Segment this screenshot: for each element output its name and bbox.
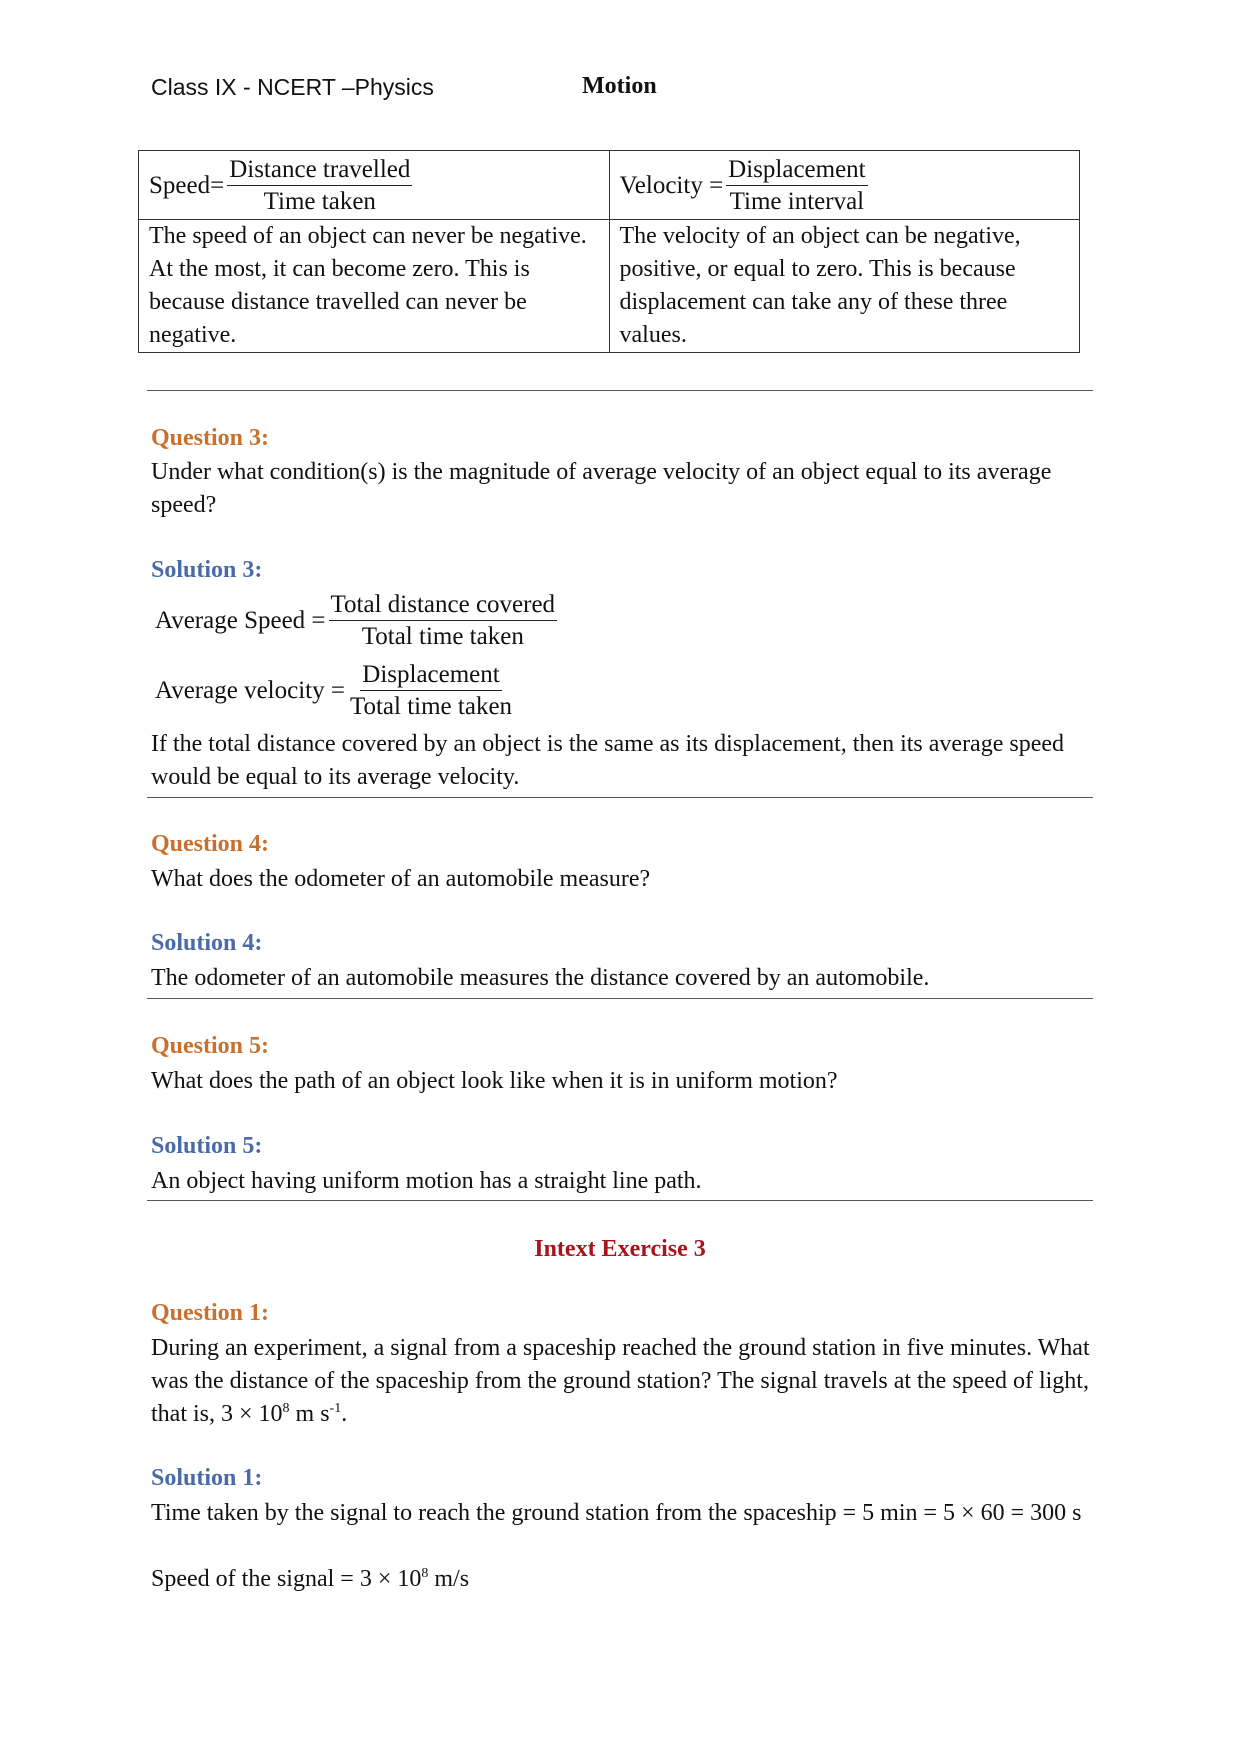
exercise-question-1-label: Question 1: <box>151 1300 270 1326</box>
unit: m/s <box>428 1566 470 1592</box>
velocity-formula <box>620 154 868 217</box>
unit: m s <box>289 1401 330 1427</box>
fraction <box>726 154 867 217</box>
divider <box>147 1200 1093 1201</box>
unit-exponent: -1 <box>329 1401 342 1416</box>
page-title: Motion <box>582 73 657 99</box>
solution-3-text: If the total distance covered by an object is the same as its displacement, then its average speed would be equal to its average velocity. <box>151 731 1065 790</box>
exercise-heading: Intext Exercise 3 <box>534 1236 706 1262</box>
formula-lhs: Average Speed = <box>155 606 326 634</box>
exercise-solution-1-line-1: Time taken by the signal to reach the ground station from the spaceship = 5 min = 5 × 60 = 300 s <box>151 1500 1082 1526</box>
denominator: Time interval <box>729 187 865 215</box>
question-5-text: What does the path of an object look like when it is in uniform motion? <box>151 1068 838 1094</box>
fraction <box>227 154 412 217</box>
denominator: Time taken <box>263 187 376 215</box>
solution-3-label: Solution 3: <box>151 557 263 583</box>
numerator: Displacement <box>360 659 501 691</box>
exercise-question-1-text <box>151 1332 1101 1431</box>
speed-formula-cell <box>139 151 610 220</box>
fraction <box>348 659 514 722</box>
divider <box>147 390 1093 391</box>
exponent: 8 <box>421 1566 429 1581</box>
solution-4-text: The odometer of an automobile measures the distance covered by an automobile. <box>151 965 930 991</box>
header-subject: Class IX - NCERT –Physics <box>151 74 434 100</box>
speed-velocity-table <box>138 150 1080 353</box>
exponent: 8 <box>282 1401 290 1416</box>
question-4-label: Question 4: <box>151 831 270 857</box>
formula-lhs: Velocity = <box>619 171 724 199</box>
fraction <box>329 589 558 652</box>
denominator: Total time taken <box>349 693 513 720</box>
question-3-text: Under what condition(s) is the magnitude of average velocity of an object equal to its average speed? <box>151 459 1052 518</box>
formula-lhs: Average velocity = <box>155 676 345 704</box>
question-text-main: During an experiment, a signal from a spaceship reached the ground station in five minutes. What was the distance of the spaceship from the ground station? The signal travels at the speed of light, that is, 3 × 10 <box>151 1335 1090 1427</box>
solution-5-text: An object having uniform motion has a straight line path. <box>151 1168 702 1194</box>
speed-formula <box>149 154 412 217</box>
speed-text-main: Speed of the signal = 3 × 10 <box>151 1566 422 1592</box>
denominator: Total time taken <box>361 623 524 650</box>
exercise-solution-1-line-2 <box>151 1563 1101 1596</box>
solution-4-label: Solution 4: <box>151 930 263 956</box>
numerator: Total distance covered <box>329 589 558 621</box>
velocity-description-cell: The velocity of an object can be negative, positive, or equal to zero. This is because displacement can take any of these three values. <box>609 220 1080 353</box>
period: . <box>341 1401 348 1427</box>
question-4-text: What does the odometer of an automobile measure? <box>151 866 651 892</box>
exercise-solution-1-label: Solution 1: <box>151 1465 263 1491</box>
question-5-label: Question 5: <box>151 1033 270 1059</box>
speed-description-cell: The speed of an object can never be negative. At the most, it can become zero. This is because distance travelled can never be negative. <box>139 220 610 353</box>
numerator: Displacement <box>726 154 867 186</box>
average-speed-formula <box>155 589 557 652</box>
divider <box>147 998 1093 999</box>
divider <box>147 797 1093 798</box>
question-3-label: Question 3: <box>151 425 270 451</box>
formula-lhs: Speed= <box>149 171 225 199</box>
average-velocity-formula <box>155 659 514 722</box>
table-row <box>139 220 1080 353</box>
table-row <box>139 151 1080 220</box>
solution-5-label: Solution 5: <box>151 1133 263 1159</box>
numerator: Distance travelled <box>227 154 412 186</box>
velocity-formula-cell <box>609 151 1080 220</box>
